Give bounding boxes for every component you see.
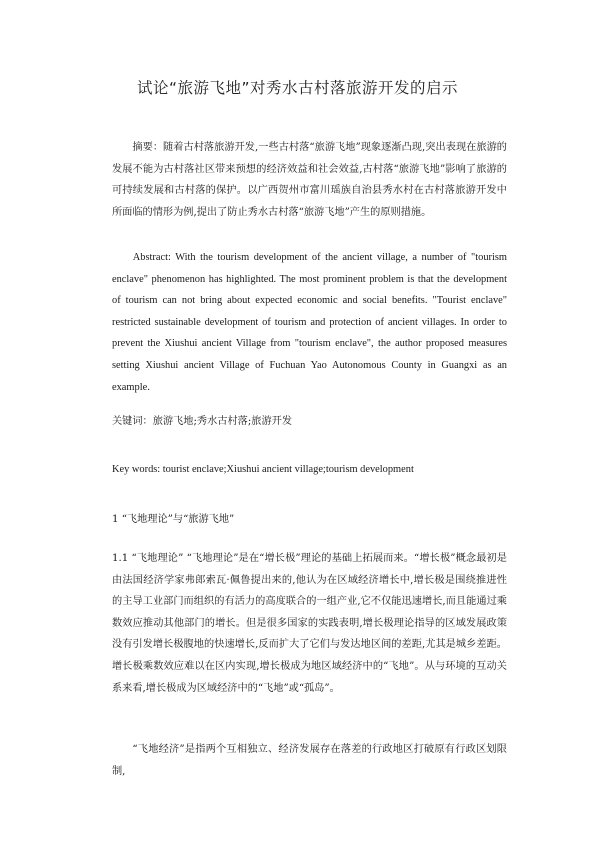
paper-title: 试论“旅游飞地”对秀水古村落旅游开发的启示 — [136, 79, 459, 97]
section-heading-1: 1 “飞地理论”与“旅游飞地” — [112, 514, 235, 525]
paragraph-2: “飞地经济”是指两个互相独立、经济发展存在落差的行政地区打破原有行政区划限制, — [112, 744, 507, 777]
keywords-english: Key words: tourist enclave;Xiushui ancient village;tourism development — [112, 464, 414, 475]
abstract-chinese: 摘要：随着古村落旅游开发,一些古村落“旅游飞地”现象逐渐凸现,突出表现在旅游的发展不能为古村落社区带来预想的经济效益和社会效益,古村落“旅游飞地”影响了旅游的可持续发展和古村落的保护。以广西贺州市富川瑶族自治县秀水村在古村落旅游开发中所面临的情形为例,提出了防止秀水古村落“旅游飞地”产生的原则措施。 — [112, 142, 507, 218]
paragraph-1-1: 1.1 “飞地理论” “飞地理论”是在“增长极”理论的基础上拓展而来。“增长极”概念最初是由法国经济学家弗郎索瓦·佩鲁提出来的,他认为在区域经济增长中,增长极是围绕推进性的主导工业部门而组织的有活力的高度联合的一组产业,它不仅能迅速增长,而且能通过乘数效应推动其他部门的增长。但是很多国家的实践表明,增长极理论指导的区域发展政策没有引发增长极腹地的快速增长,反而扩大了它们与发达地区间的差距,尤其是城乡差距。增长极乘数效应难以在区内实现,增长极成为地区域经济中的“飞地”。从与环境的互动关系来看,增长极成为区域经济中的“飞地”或“孤岛”。 — [112, 553, 507, 694]
abstract-english: Abstract: With the tourism development of the ancient village, a number of "tourism enclave" phenomenon has highlighted. The most prominent problem is that the development of tourism can not bring about expected economic and social benefits. "Tourist enclave" restricted sustainable development of tourism and protection of ancient villages. In order to prevent the Xiushui ancient Village from "tourism enclave", the author proposed measures setting Xiushui ancient Village of Fuchuan Yao Autonomous County in Guangxi as an example. — [112, 252, 507, 393]
keywords-chinese: 关键词：旅游飞地;秀水古村落;旅游开发 — [112, 416, 293, 427]
